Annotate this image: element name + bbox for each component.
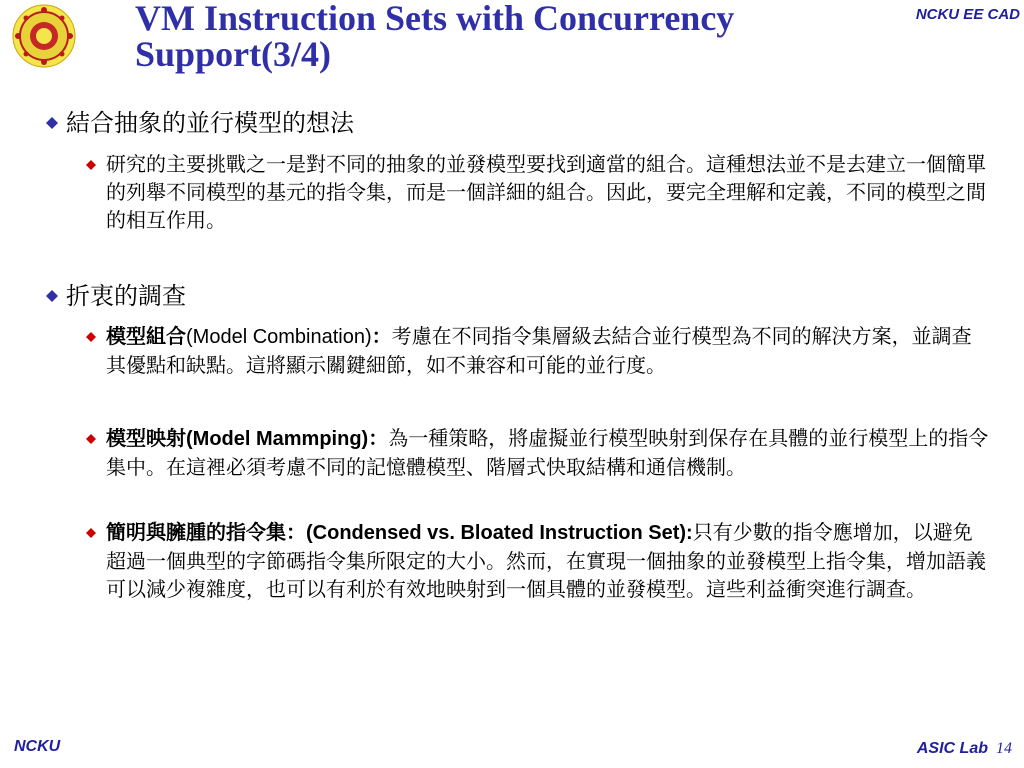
slide-title: VM Instruction Sets with Concurrency Support(3/4) <box>135 0 735 74</box>
item-term-en: (Condensed vs. Bloated Instruction Set): <box>306 522 693 544</box>
footer-lab-label: ASIC Lab <box>916 740 988 757</box>
item-text: 研究的主要挑戰之一是對不同的抽象的並發模型要找到適當的組合。這種想法並不是去建立一個簡單的列舉不同模型的基元的指令集，而是一個詳細的組合。因此，要完全理解和定義，不同的模型之間的相互作用。 <box>106 152 986 232</box>
item-term-en: (Model Combination) <box>186 326 372 348</box>
item-term: 簡明與臃腫的指令集 <box>106 520 286 544</box>
item-separator: ： <box>286 520 306 544</box>
item-separator: ： <box>368 426 389 450</box>
item-separator: ： <box>371 324 392 348</box>
corner-label: NCKU EE CAD <box>915 6 1020 23</box>
diamond-sub-bullet-icon <box>86 434 96 444</box>
footer-org: NCKU <box>14 738 61 755</box>
ncku-seal-logo-icon <box>12 4 76 68</box>
bullet-item-2-1 <box>106 322 991 379</box>
bullet-item-2-3 <box>106 518 991 603</box>
bullet-heading-1: 結合抽象的並行模型的想法 <box>66 109 354 137</box>
item-text: 只有少數的指令應增加，以避免超過一個典型的字節碼指令集所限定的大小。然而，在實現一個抽象的並發模型上指令集，增加語義可以減少複雜度，也可以有利於有效地映射到一個具體的並發模型。這些利益衝突進行調查。 <box>106 520 986 601</box>
item-term: 模型組合 <box>106 324 186 348</box>
item-term: 模型映射 <box>106 426 186 450</box>
diamond-bullet-icon <box>46 117 58 129</box>
bullet-item-2-2 <box>106 424 991 481</box>
bullet-item-1-1 <box>106 150 991 234</box>
diamond-sub-bullet-icon <box>86 528 96 538</box>
item-text: 為一種策略，將虛擬並行模型映射到保存在具體的並行模型上的指令集中。在這裡必須考慮不同的記憶體模型、階層式快取結構和通信機制。 <box>106 426 989 479</box>
diamond-sub-bullet-icon <box>86 332 96 342</box>
diamond-bullet-icon <box>46 290 58 302</box>
diamond-sub-bullet-icon <box>86 160 96 170</box>
bullet-heading-2: 折衷的調查 <box>66 282 186 310</box>
item-term-en: (Model Mammping) <box>186 428 369 450</box>
page-number: 14 <box>996 740 1012 757</box>
footer-lab <box>917 740 1012 758</box>
item-text: 考慮在不同指令集層級去結合並行模型為不同的解決方案，並調查其優點和缺點。這將顯示關鍵細節，如不兼容和可能的並行度。 <box>106 324 972 377</box>
